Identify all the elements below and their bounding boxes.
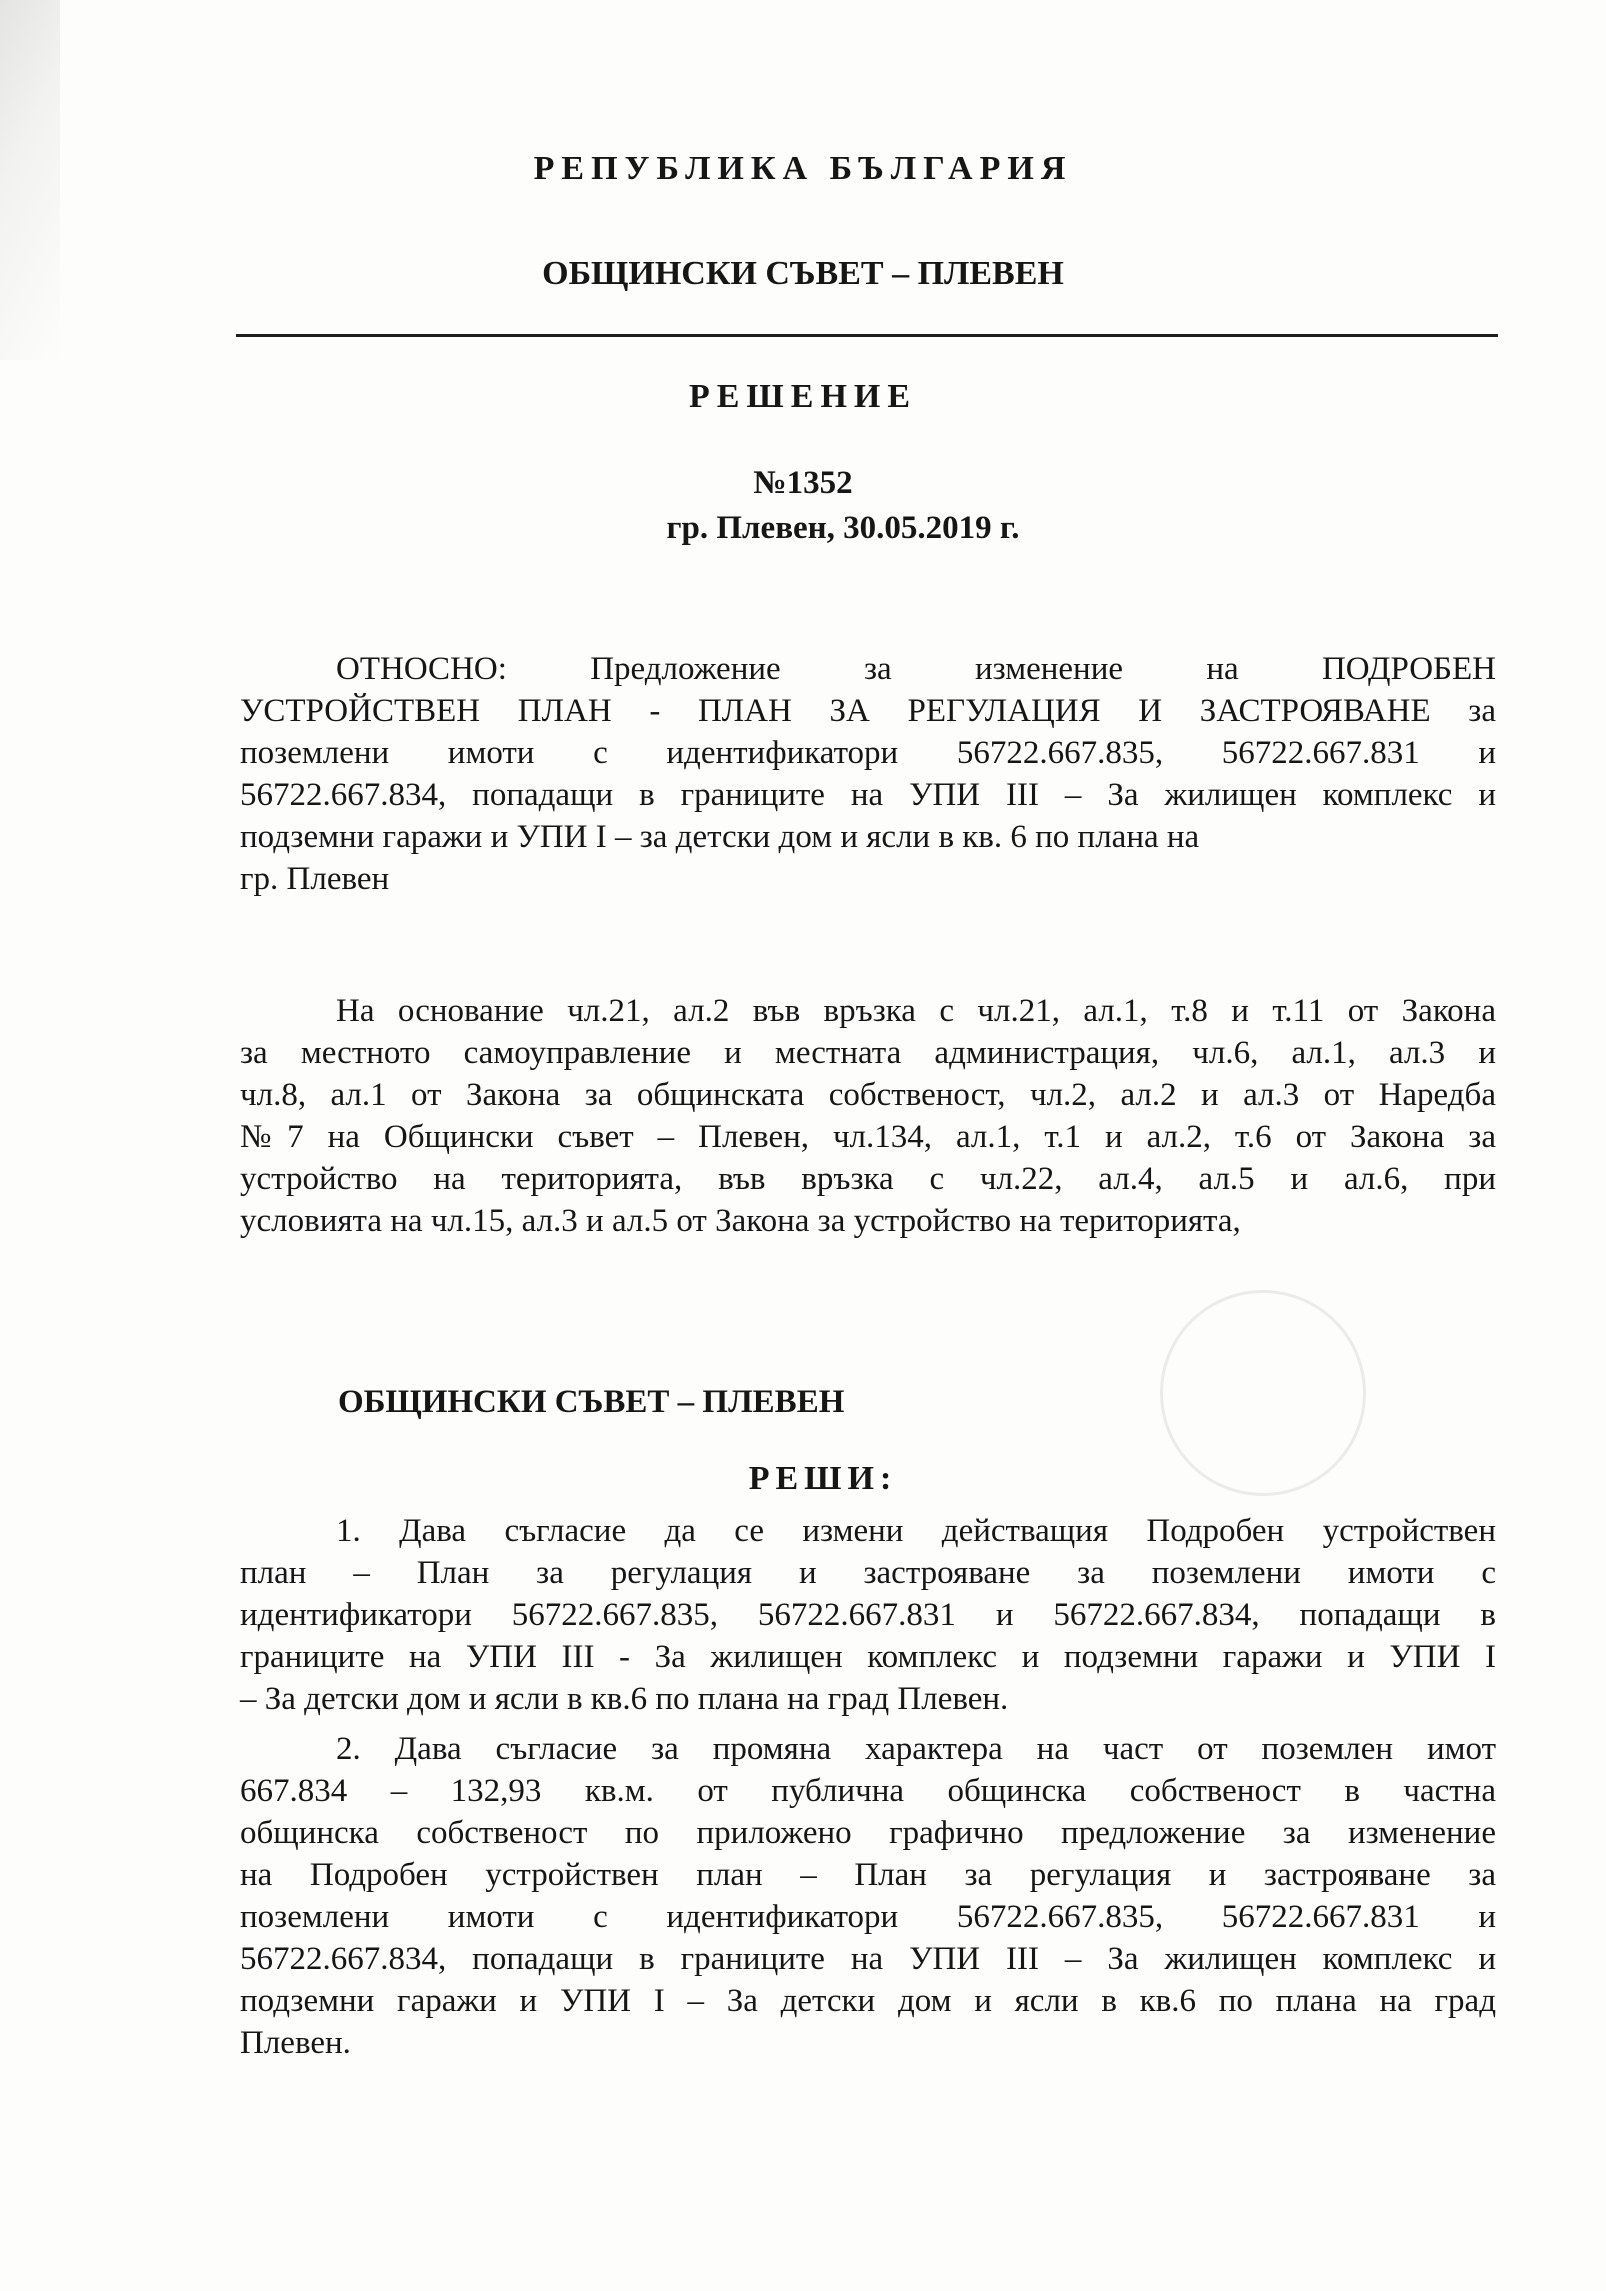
subject-paragraph: [240, 648, 1496, 900]
resolution-council: ОБЩИНСКИ СЪВЕТ – ПЛЕВЕН: [338, 1384, 845, 1420]
item2-line: 2. Дава съгласие за промяна характера на част от поземлен имот: [336, 1731, 1496, 1767]
resolution-item-1: [240, 1510, 1496, 1720]
item2-line: Плевен.: [240, 2025, 351, 2061]
legal-basis-paragraph: [240, 990, 1496, 1242]
decision-heading: РЕШЕНИЕ: [688, 378, 918, 415]
basis-line: условията на чл.15, ал.3 и ал.5 от Закона за устройство на територията,: [240, 1203, 1241, 1239]
basis-line: за местното самоуправление и местната администрация, чл.6, ал.1, ал.3 и: [240, 1035, 1496, 1071]
header-rule: [236, 334, 1498, 337]
resolution-verb: РЕШИ:: [748, 1460, 898, 1497]
item2-line: 56722.667.834, попадащи в границите на УПИ III – За жилищен комплекс и: [240, 1941, 1496, 1977]
item1-line: – За детски дом и ясли в кв.6 по плана на град Плевен.: [240, 1681, 1009, 1717]
subject-line: 56722.667.834, попадащи в границите на УПИ III – За жилищен комплекс и: [240, 777, 1496, 813]
decision-number: №1352: [753, 465, 853, 501]
council-heading: ОБЩИНСКИ СЪВЕТ – ПЛЕВЕН: [542, 255, 1064, 292]
item1-line: 1. Дава съгласие да се измени действащия Подробен устройствен: [336, 1513, 1496, 1549]
item2-line: на Подробен устройствен план – План за регулация и застрояване за: [240, 1857, 1496, 1893]
item2-line: общинска собственост по приложено графично предложение за изменение: [240, 1815, 1496, 1851]
republic-heading: РЕПУБЛИКА БЪЛГАРИЯ: [533, 150, 1073, 187]
item1-line: границите на УПИ III - За жилищен комплекс и подземни гаражи и УПИ I: [240, 1639, 1496, 1675]
item2-line: поземлени имоти с идентификатори 56722.667.835, 56722.667.831 и: [240, 1899, 1496, 1935]
subject-line: подземни гаражи и УПИ I – за детски дом и ясли в кв. 6 по плана на: [240, 819, 1200, 855]
basis-line: №7 на Общински съвет – Плевен, чл.134, ал.1, т.1 и ал.2, т.6 от Закона за: [240, 1119, 1496, 1155]
subject-line: гр. Плевен: [240, 861, 390, 897]
subject-line: поземлени имоти с идентификатори 56722.667.835, 56722.667.831 и: [240, 735, 1496, 771]
decision-place-date: гр. Плевен, 30.05.2019 г.: [666, 510, 1020, 546]
subject-line: ОТНОСНО: Предложение за изменение на ПОДРОБЕН: [336, 651, 1496, 687]
resolution-item-2: [240, 1728, 1496, 2064]
item2-line: подземни гаражи и УПИ I – За детски дом и ясли в кв.6 по плана на град: [240, 1983, 1496, 2019]
item1-line: план – План за регулация и застрояване за поземлени имоти с: [240, 1555, 1496, 1591]
subject-line: УСТРОЙСТВЕН ПЛАН - ПЛАН ЗА РЕГУЛАЦИЯ И ЗАСТРОЯВАНЕ за: [240, 693, 1496, 729]
item1-line: идентификатори 56722.667.835, 56722.667.831 и 56722.667.834, попадащи в: [240, 1597, 1496, 1633]
item2-line: 667.834 – 132,93 кв.м. от публична общинска собственост в частна: [240, 1773, 1496, 1809]
basis-line: чл.8, ал.1 от Закона за общинската собственост, чл.2, ал.2 и ал.3 от Наредба: [240, 1077, 1496, 1113]
basis-line: устройство на територията, във връзка с чл.22, ал.4, ал.5 и ал.6, при: [240, 1161, 1496, 1197]
basis-line: На основание чл.21, ал.2 във връзка с чл.21, ал.1, т.8 и т.11 от Закона: [336, 993, 1496, 1029]
